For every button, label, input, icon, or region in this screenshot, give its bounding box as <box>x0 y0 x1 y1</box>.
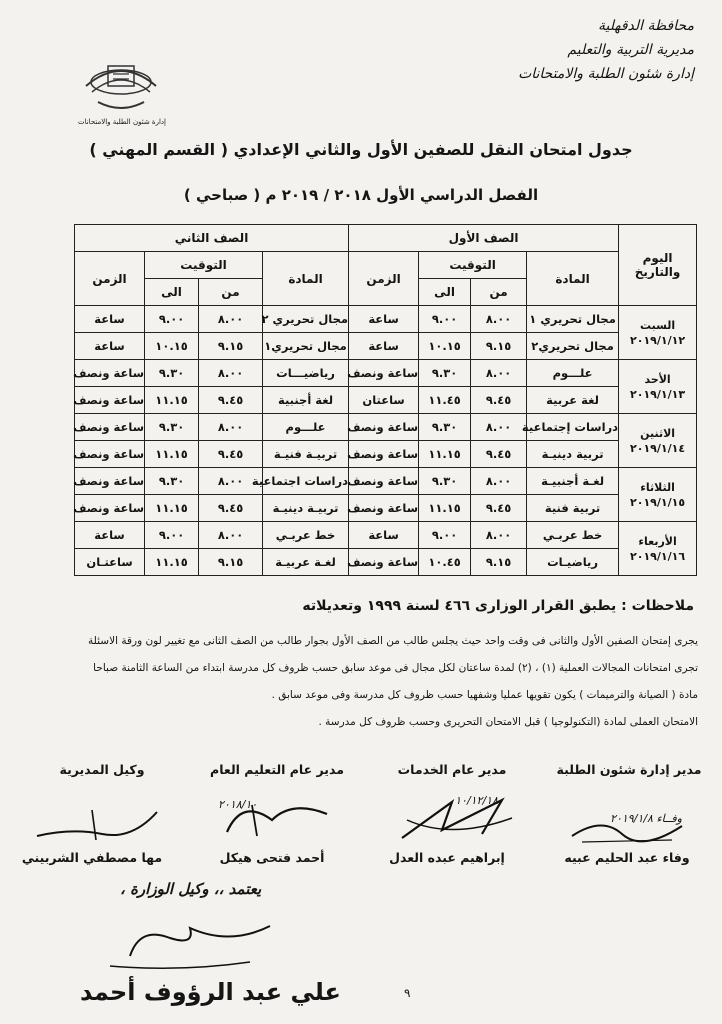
g1-from: ٨.٠٠ <box>471 522 527 549</box>
g1-duration: ساعتان <box>349 387 419 414</box>
g2-from: ٩.١٥ <box>199 549 263 576</box>
sig-title-student-affairs: مدير إدارة شئون الطلبة <box>556 762 702 777</box>
g2-to: ١١.١٥ <box>145 441 199 468</box>
g2-to: ٩.٠٠ <box>145 306 199 333</box>
g2-subject: رياضيـــات <box>263 360 349 387</box>
g1-to: ٩.٣٠ <box>419 468 471 495</box>
exam-schedule-table <box>74 224 697 576</box>
g2-from-header: من <box>199 279 263 306</box>
g1-duration: ساعة <box>349 333 419 360</box>
g2-duration: ساعة <box>75 333 145 360</box>
ministry-logo-icon <box>78 46 164 126</box>
g2-to-header: الى <box>145 279 199 306</box>
day-cell <box>619 522 697 576</box>
table-row <box>75 333 697 360</box>
day-date: ٢٠١٩/١/١٥ <box>630 495 686 509</box>
day-name: الأربعاء <box>638 534 677 548</box>
g2-subject-header: المادة <box>263 252 349 306</box>
g2-to: ٩.٣٠ <box>145 468 199 495</box>
signatory-general-education: أحمد فتحى هيكل <box>219 850 325 865</box>
table-row <box>75 414 697 441</box>
day-cell <box>619 360 697 414</box>
g2-subject: تربيـة دينيـة <box>263 495 349 522</box>
g1-subject: مجال تحريري٢ <box>527 333 619 360</box>
g1-from: ٨.٠٠ <box>471 360 527 387</box>
day-name: السبت <box>639 318 676 332</box>
g1-subject: رياضيـات <box>527 549 619 576</box>
g1-duration: ساعة ونصف <box>349 549 419 576</box>
g2-subject: خط عربـي <box>263 522 349 549</box>
g1-to: ٩.٠٠ <box>419 522 471 549</box>
g1-subject: لغـة أجنبيـة <box>527 468 619 495</box>
department-line: إدارة شئون الطلبة والامتحانات <box>518 66 694 82</box>
g2-from: ٩.٤٥ <box>199 387 263 414</box>
g2-from: ٨.٠٠ <box>199 522 263 549</box>
g2-to: ١١.١٥ <box>145 495 199 522</box>
g1-subject: لغة عربية <box>527 387 619 414</box>
day-date-header: اليوم والتاريخ <box>619 225 697 306</box>
g2-duration: ساعة ونصف <box>75 360 145 387</box>
logo-caption: إدارة شئون الطلبة والامتحانات <box>78 118 166 126</box>
signature-deputy <box>32 800 162 845</box>
sig-title-services: مدير عام الخدمات <box>397 762 507 777</box>
notes-list <box>18 628 698 736</box>
g1-to: ١٠.١٥ <box>419 333 471 360</box>
table-row <box>75 387 697 414</box>
notes-title: ملاحظات : يطبق القرار الوزارى ٤٦٦ لسنة ١٩٩٩ وتعديلاته <box>302 598 694 614</box>
g2-to: ١١.١٥ <box>145 387 199 414</box>
g2-subject: لغة أجنبية <box>263 387 349 414</box>
signature-mark: ٢٠١٨/١٠ <box>218 798 258 811</box>
g1-to: ٩.٣٠ <box>419 360 471 387</box>
note-line: يجرى إمتحان الصفين الأول والثانى فى وقت واحد حيث يجلس طالب من الصف الأول بجوار طالب من الصف الثانى مع تغيير لون ورقة الاسئلة <box>88 635 698 647</box>
signatory-student-affairs: وفاء عبد الحليم عبيه <box>564 850 690 865</box>
signature-student-affairs <box>562 806 692 846</box>
g1-from: ٨.٠٠ <box>471 414 527 441</box>
g1-from: ٩.٤٥ <box>471 441 527 468</box>
page-title: جدول امتحان النقل للصفين الأول والثاني الإعدادي ( القسم المهني ) <box>89 140 633 159</box>
g1-duration: ساعة ونصف <box>349 360 419 387</box>
day-date: ٢٠١٩/١/١٣ <box>630 387 686 401</box>
g1-to: ١١.٤٥ <box>419 387 471 414</box>
g1-subject: علـــوم <box>527 360 619 387</box>
g1-subject-header: المادة <box>527 252 619 306</box>
g2-duration: ساعة ونصف <box>75 387 145 414</box>
signature-general-education <box>212 790 342 845</box>
g1-subject: تربية فنية <box>527 495 619 522</box>
g1-to: ٩.٣٠ <box>419 414 471 441</box>
table-row <box>75 495 697 522</box>
day-cell <box>619 306 697 360</box>
g1-to: ١٠.٤٥ <box>419 549 471 576</box>
table-row <box>75 306 697 333</box>
g1-duration: ساعة ونصف <box>349 441 419 468</box>
governorate-line: محافظة الدقهلية <box>598 18 694 34</box>
g2-to: ٩.٣٠ <box>145 414 199 441</box>
g2-duration: ساعتـان <box>75 549 145 576</box>
g1-subject: دراسات إجتماعية <box>527 414 619 441</box>
signature-undersecretary <box>100 916 280 976</box>
g2-to: ١٠.١٥ <box>145 333 199 360</box>
g2-timing-header: التوقيت <box>145 252 263 279</box>
g2-duration-header: الزمن <box>75 252 145 306</box>
sig-title-deputy: وكيل المديرية <box>59 762 145 777</box>
note-line: تجرى امتحانات المجالات العملية (١) ، (٢) لمدة ساعتان لكل مجال فى موعد سابق حسب ظروف كل مدرسة ابتداء من الساعة الثامنة صباحا <box>93 662 698 674</box>
day-cell <box>619 468 697 522</box>
day-date: ٢٠١٩/١/١٤ <box>630 441 686 455</box>
table-row <box>75 468 697 495</box>
g1-duration: ساعة ونصف <box>349 414 419 441</box>
signatory-services: إبراهيم عبده العدل <box>389 850 505 865</box>
g1-duration: ساعة ونصف <box>349 495 419 522</box>
g2-from: ٩.٤٥ <box>199 495 263 522</box>
g2-from: ٨.٠٠ <box>199 306 263 333</box>
g2-duration: ساعة ونصف <box>75 441 145 468</box>
table-row <box>75 549 697 576</box>
g1-subject: خط عربـي <box>527 522 619 549</box>
g1-from: ٩.١٥ <box>471 549 527 576</box>
g2-to: ٩.٣٠ <box>145 360 199 387</box>
g2-duration: ساعة ونصف <box>75 468 145 495</box>
g2-from: ٨.٠٠ <box>199 468 263 495</box>
g1-subject: مجال تحريري ١ <box>527 306 619 333</box>
g2-subject: علـــوم <box>263 414 349 441</box>
g2-from: ٨.٠٠ <box>199 360 263 387</box>
note-line: الامتحان العملى لمادة (التكنولوجيا ) قبل الامتحان التحريرى وحسب ظروف كل مدرسة . <box>318 716 698 728</box>
undersecretary-name: علي عبد الرؤوف أحمد <box>80 978 341 1006</box>
day-name: الأحد <box>644 372 671 386</box>
g1-to: ١١.١٥ <box>419 495 471 522</box>
g1-from: ٨.٠٠ <box>471 306 527 333</box>
approval-label: يعتمد ،، وكيل الوزارة ، <box>120 880 262 898</box>
g2-from: ٩.١٥ <box>199 333 263 360</box>
signatory-deputy: مها مصطفي الشربيني <box>21 850 163 865</box>
g2-subject: لغـة عربيـة <box>263 549 349 576</box>
g1-duration: ساعة <box>349 306 419 333</box>
grade2-header: الصف الثاني <box>75 225 349 252</box>
day-cell <box>619 414 697 468</box>
directorate-header <box>434 14 694 86</box>
g2-duration: ساعة ونصف <box>75 414 145 441</box>
g1-from: ٩.١٥ <box>471 333 527 360</box>
table-row <box>75 360 697 387</box>
g1-duration-header: الزمن <box>349 252 419 306</box>
g2-from: ٨.٠٠ <box>199 414 263 441</box>
signature-mark: وفــاء ٢٠١٩/١/٨ <box>610 812 682 825</box>
g2-duration: ساعة ونصف <box>75 495 145 522</box>
day-name: الاثنين <box>640 426 676 440</box>
g2-to: ٩.٠٠ <box>145 522 199 549</box>
g2-subject: مجال تحريري ٢ <box>263 306 349 333</box>
g1-timing-header: التوقيت <box>419 252 527 279</box>
g2-from: ٩.٤٥ <box>199 441 263 468</box>
g1-to: ١١.١٥ <box>419 441 471 468</box>
g1-duration: ساعة ونصف <box>349 468 419 495</box>
g2-duration: ساعة <box>75 306 145 333</box>
signature-services <box>392 790 522 845</box>
day-name: الثلاثاء <box>640 480 675 494</box>
day-date: ٢٠١٩/١/١٢ <box>630 333 686 347</box>
g1-from: ٨.٠٠ <box>471 468 527 495</box>
grade1-header: الصف الأول <box>349 225 619 252</box>
g2-to: ١١.١٥ <box>145 549 199 576</box>
g2-subject: تربيـة فنيـة <box>263 441 349 468</box>
g1-to-header: الى <box>419 279 471 306</box>
note-line: مادة ( الصيانة والترميمات ) يكون تقويها عمليا وشفهيا حسب ظروف كل مدرسة وفى موعد سابق . <box>271 689 698 701</box>
sig-title-general-education: مدير عام التعليم العام <box>210 762 344 777</box>
page-number: ٩ <box>404 986 411 1000</box>
g1-from: ٩.٤٥ <box>471 495 527 522</box>
directorate-line: مديرية التربية والتعليم <box>567 42 694 58</box>
table-row <box>75 522 697 549</box>
g1-from-header: من <box>471 279 527 306</box>
g2-duration: ساعة <box>75 522 145 549</box>
page-subtitle: الفصل الدراسي الأول ٢٠١٨ / ٢٠١٩ م ( صباحي ) <box>183 186 539 204</box>
g1-from: ٩.٤٥ <box>471 387 527 414</box>
day-date: ٢٠١٩/١/١٦ <box>630 549 686 563</box>
g1-subject: تربية دينيـة <box>527 441 619 468</box>
g2-subject: مجال تحريري١ <box>263 333 349 360</box>
signature-mark: ١٠/١٢/١٨ <box>455 794 498 807</box>
g2-subject: دراسات اجتماعية <box>263 468 349 495</box>
schedule-body <box>75 306 697 576</box>
g1-to: ٩.٠٠ <box>419 306 471 333</box>
g1-duration: ساعة <box>349 522 419 549</box>
table-row <box>75 441 697 468</box>
